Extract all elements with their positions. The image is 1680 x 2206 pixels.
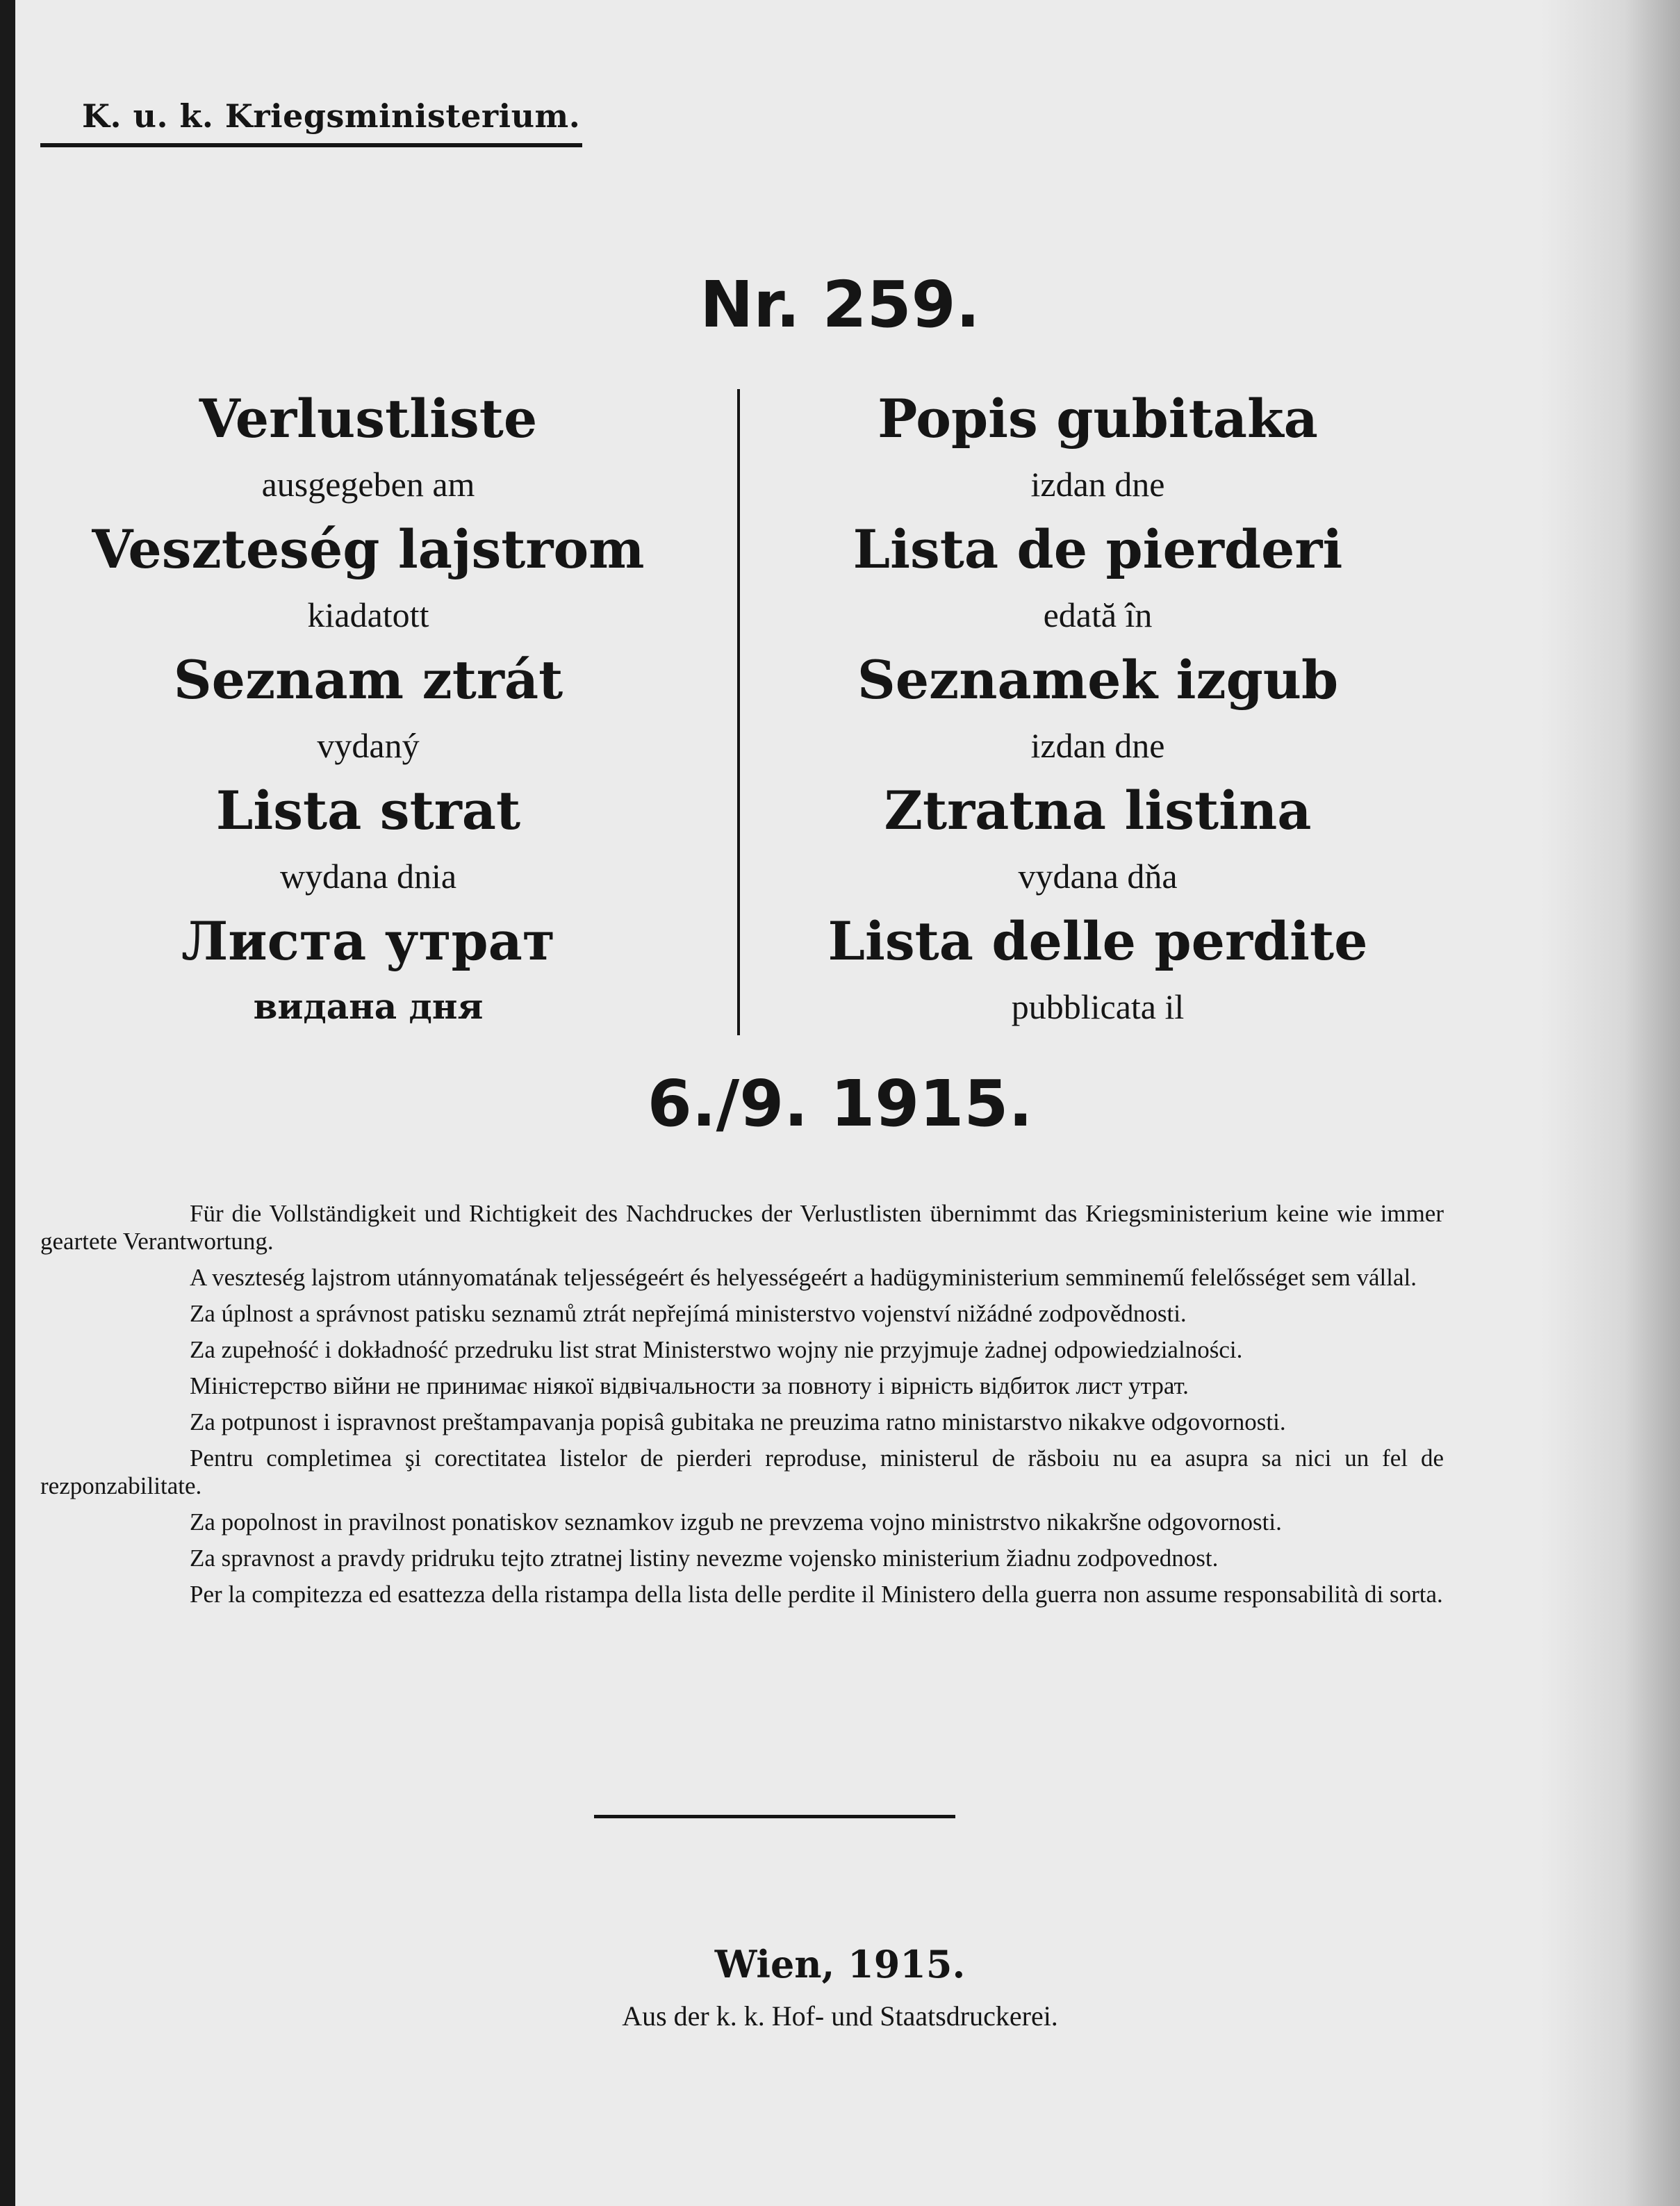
title-polish: Lista strat — [215, 780, 521, 841]
disclaimer-hungarian: A veszteség lajstrom utánnyomatának teljességeért és helyességeért a hadügyministerium semminemű felelősséget sem vállal. — [190, 1264, 1417, 1291]
issue-date: 6./9. 1915. — [647, 1067, 1033, 1141]
subtitle-german: ausgegeben am — [261, 465, 475, 504]
disclaimer-ruthenian: Міністерство війни не принимає ніякої відвічальности за повноту і вірність відбиток лист утрат. — [190, 1372, 1189, 1399]
title-hungarian: Veszteség lajstrom — [92, 518, 645, 580]
disclaimer-german: Für die Vollständigkeit und Richtigkeit des Nachdruckes der Verlustlisten übernimmt das Kriegsministerium keine wie immer geartete Verantwortung. — [40, 1200, 1444, 1255]
disclaimer-slovak: Za spravnost a pravdy pridruku tejto ztratnej listiny nevezme vojensko ministerium žiadnu zodpovednost. — [190, 1545, 1219, 1572]
subtitle-hungarian: kiadatott — [307, 595, 429, 634]
disclaimer-italian: Per la compitezza ed esattezza della ristampa della lista delle perdite il Ministero della guerra non assume responsabilità di sorta. — [190, 1581, 1443, 1608]
subtitle-polish: wydana dnia — [279, 857, 457, 896]
disclaimer-block — [40, 1200, 1444, 1617]
title-czech: Seznam ztrát — [173, 649, 563, 711]
title-croatian: Popis gubitaka — [878, 388, 1318, 450]
imprint-city: Wien, 1915. — [714, 1942, 966, 1986]
title-ruthenian: Листа утрат — [181, 910, 555, 972]
disclaimer-croatian: Za potpunost i ispravnost preštampavanja popisâ gubitaka ne preuzima ratno ministarstvo nikakve odgovornosti. — [190, 1408, 1286, 1435]
title-german: Verlustliste — [199, 388, 538, 450]
imprint-printer: Aus der k. k. Hof- und Staatsdruckerei. — [622, 2000, 1058, 2032]
subtitle-slovak: vydana dňa — [1018, 857, 1178, 896]
title-slovene: Seznamek izgub — [857, 649, 1339, 711]
disclaimer-slovene: Za popolnost in pravilnost ponatiskov seznamkov izgub ne prevzema vojno ministrstvo nikakršne odgovornosti. — [190, 1508, 1282, 1536]
subtitle-italian: pubblicata il — [1011, 987, 1185, 1026]
disclaimer-czech: Za úplnost a správnost patisku seznamů ztrát nepřejímá ministerstvo vojenství nižádné zodpovědnosti. — [190, 1300, 1187, 1327]
subtitle-ruthenian: видана дня — [253, 986, 484, 1027]
title-slovak: Ztratna listina — [884, 780, 1312, 841]
disclaimer-polish: Za zupełność i dokładność przedruku list strat Ministerstwo wojny nie przyjmuje żadnej odpowiedzialności. — [190, 1336, 1243, 1363]
left-title-column — [0, 386, 736, 1039]
list-number: Nr. 259. — [700, 267, 980, 342]
subtitle-romanian: edată în — [1043, 595, 1153, 634]
title-romanian: Lista de pierderi — [853, 518, 1343, 580]
subtitle-slovene: izdan dne — [1030, 726, 1165, 765]
subtitle-croatian: izdan dne — [1030, 465, 1165, 504]
right-title-column — [736, 386, 1459, 1039]
title-italian: Lista delle perdite — [827, 910, 1368, 972]
disclaimer-romanian: Pentru completimea şi corectitatea listelor de pierderi reproduse, ministerul de răsboiu nu ea asupra sa nici un fel de rezponzabilitate. — [40, 1444, 1444, 1499]
subtitle-czech: vydaný — [317, 726, 420, 765]
ministry-header: K. u. k. Kriegsministerium. — [40, 97, 582, 147]
horizontal-rule — [594, 1815, 955, 1818]
